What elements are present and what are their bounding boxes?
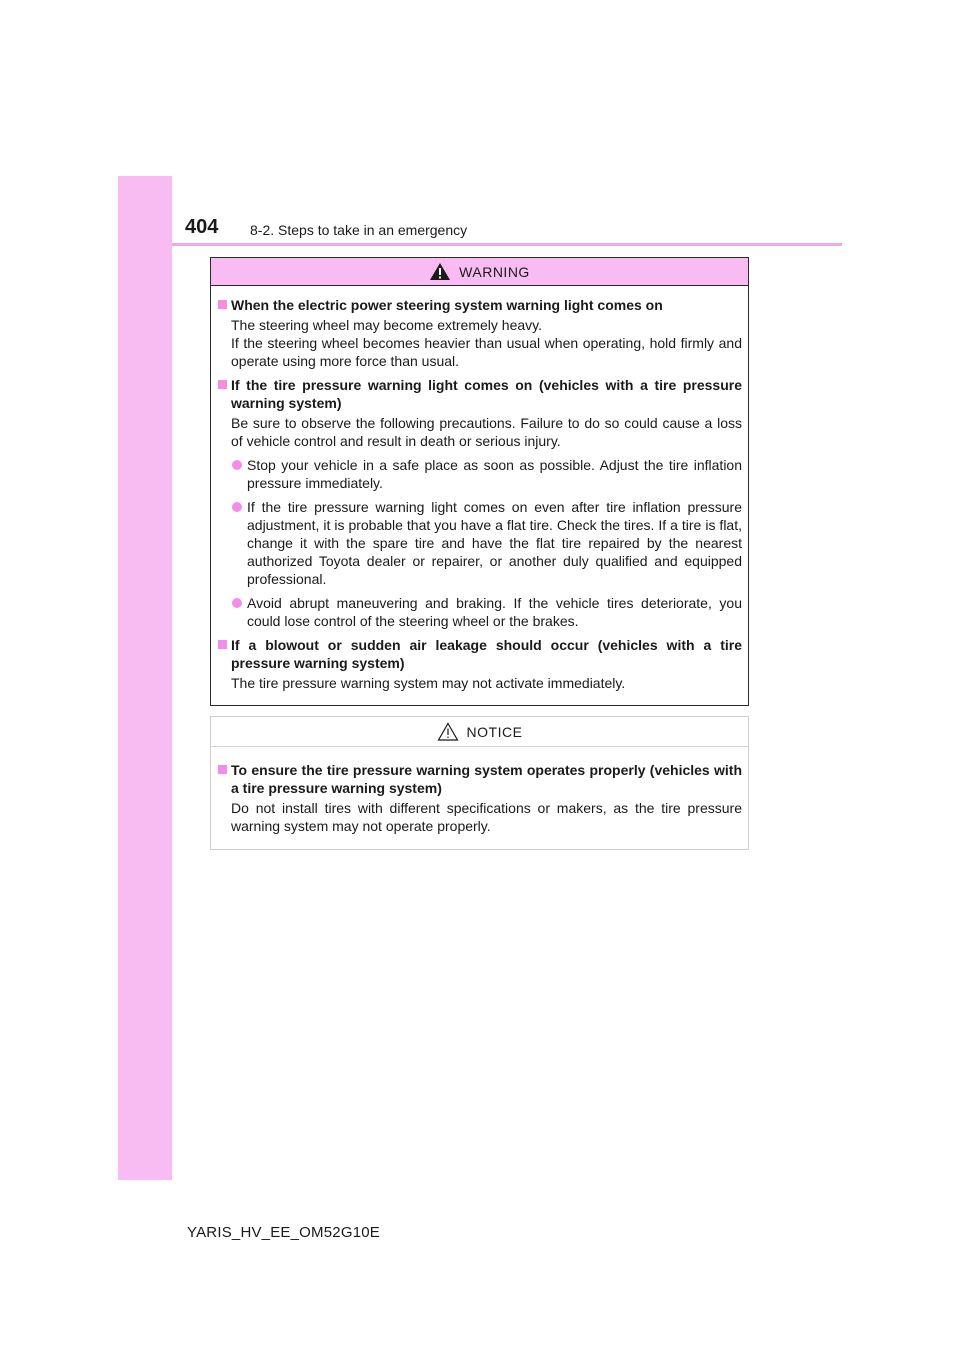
heading-text: If the tire pressure warning light comes on (vehicles with a tire pressure warning system)	[231, 377, 742, 411]
warning-heading-blowout	[218, 636, 742, 672]
list-item-text: Stop your vehicle in a safe place as soon as possible. Adjust the tire inflation pressure immediately.	[247, 457, 742, 491]
warning-box-header	[211, 258, 748, 286]
round-bullet-icon	[232, 502, 242, 512]
round-bullet-icon	[232, 598, 242, 608]
square-bullet-icon	[218, 300, 227, 309]
header-divider	[172, 243, 842, 246]
round-bullet-icon	[232, 460, 242, 470]
warning-body	[211, 286, 748, 692]
paragraph: Be sure to observe the following precautions. Failure to do so could cause a loss of vehicle control and result in death or serious injury.	[231, 415, 742, 449]
warning-heading-power-steering	[218, 296, 742, 314]
list-item	[218, 456, 742, 492]
heading-text: When the electric power steering system warning light comes on	[231, 297, 663, 313]
warning-heading-tire-pressure	[218, 376, 742, 412]
heading-text: If a blowout or sudden air leakage should occur (vehicles with a tire pressure warning system)	[231, 637, 742, 671]
list-item	[218, 498, 742, 588]
paragraph: Do not install tires with different specifications or makers, as the tire pressure warning system may not operate properly.	[231, 800, 742, 834]
notice-heading-tire-pressure	[218, 761, 742, 797]
notice-title: NOTICE	[466, 723, 523, 740]
page-number: 404	[185, 216, 219, 238]
square-bullet-icon	[218, 380, 227, 389]
paragraph: The steering wheel may become extremely heavy.	[231, 317, 542, 333]
list-item	[218, 594, 742, 630]
square-bullet-icon	[218, 765, 227, 774]
heading-text: To ensure the tire pressure warning system operates properly (vehicles with a tire pressure warning system)	[231, 762, 742, 796]
warning-title: WARNING	[459, 263, 530, 280]
document-code: YARIS_HV_EE_OM52G10E	[187, 1224, 380, 1241]
notice-triangle-icon	[437, 722, 459, 741]
chapter-sidebar-tab	[118, 176, 172, 1180]
list-item-text: If the tire pressure warning light comes on even after tire inflation pressure adjustment, it is probable that you have a flat tire. Check the tires. If a tire is flat, change it with the spare tire and have the flat tire repaired by the nearest authorized Toyota dealer or repairer, or another duly qualified and equipped professional.	[247, 499, 742, 587]
notice-box-header	[211, 717, 748, 747]
paragraph: If the steering wheel becomes heavier than usual when operating, hold firmly and operate using more force than usual.	[231, 335, 742, 369]
section-title: 8-2. Steps to take in an emergency	[250, 222, 468, 238]
notice-body	[211, 747, 748, 835]
paragraph: The tire pressure warning system may not activate immediately.	[231, 675, 626, 691]
warning-triangle-icon	[429, 262, 451, 281]
warning-box	[210, 257, 749, 706]
square-bullet-icon	[218, 640, 227, 649]
notice-box	[210, 716, 749, 850]
list-item-text: Avoid abrupt maneuvering and braking. If the vehicle tires deteriorate, you could lose control of the steering wheel or the brakes.	[247, 595, 742, 629]
